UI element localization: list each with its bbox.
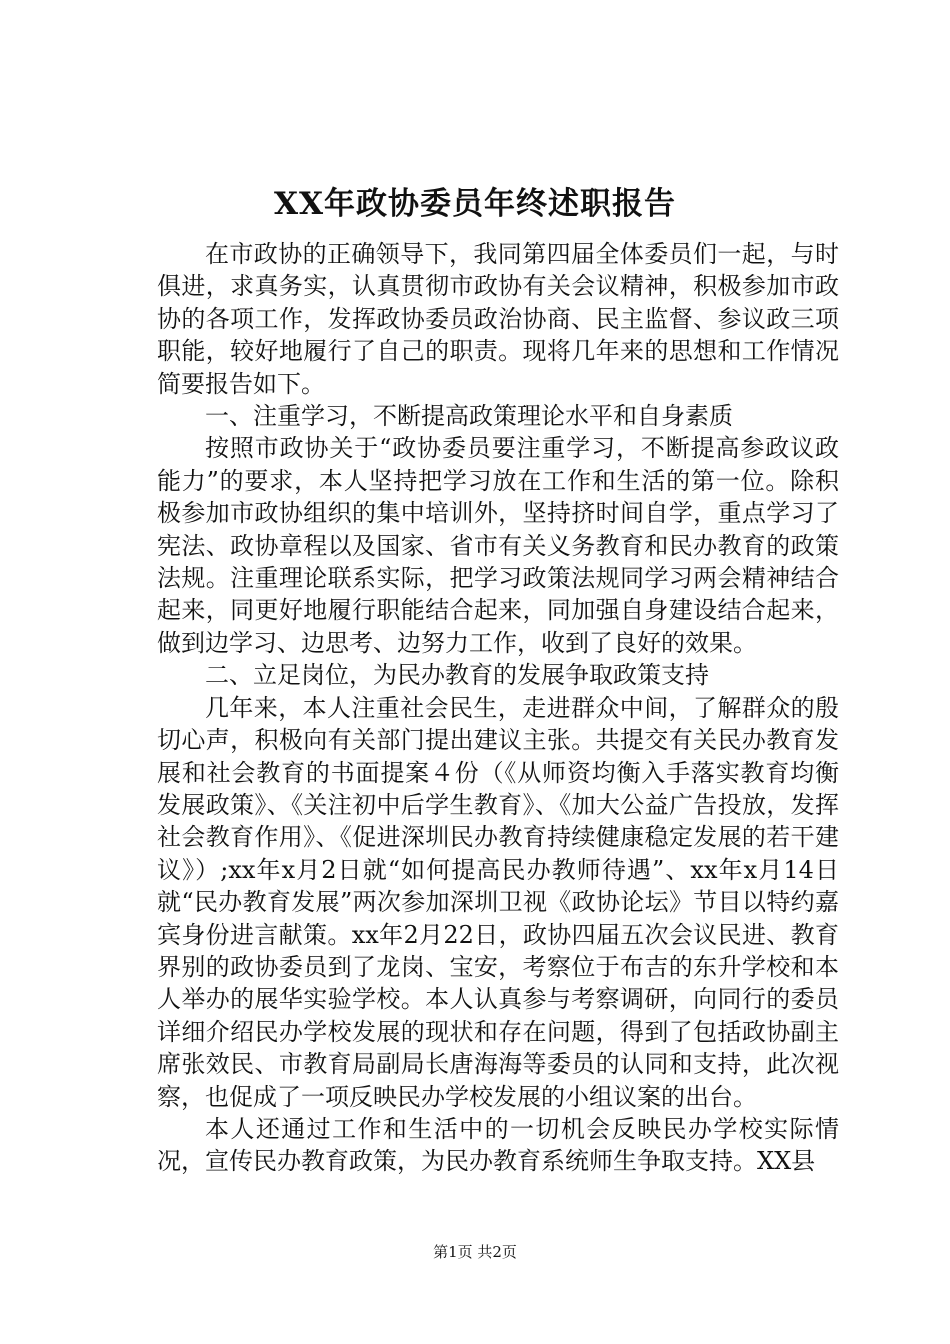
page-footer: 第1页 共2页 bbox=[433, 1243, 517, 1261]
paragraph-intro: 在市政协的正确领导下，我同第四届全体委员们一起，与时俱进，求真务实，认真贯彻市政协有关会议精神，积极参加市政协的各项工作，发挥政协委员政治协商、民主监督、参议政三项职能，较好地履行了自己的职责。现将几年来的思想和工作情况简要报告如下。 bbox=[157, 240, 839, 398]
section-heading-2: 二、立足岗位，为民办教育的发展争取政策支持 bbox=[205, 661, 709, 690]
paragraph-study: 按照市政协关于“政协委员要注重学习，不断提高参政议政能力”的要求，本人坚持把学习放在工作和生活的第一位。除积极参加市政协组织的集中培训外，坚持挤时间自学，重点学习了宪法、政协章程以及国家、省市有关义务教育和民办教育的政策法规。注重理论联系实际，把学习政策法规同学习两会精神结合起来，同更好地履行职能结合起来，同加强自身建设结合起来，做到边学习、边思考、边努力工作，收到了良好的效果。 bbox=[157, 434, 839, 657]
document-title: XX年政协委员年终述职报告 bbox=[273, 186, 677, 222]
section-heading-1: 一、注重学习，不断提高政策理论水平和自身素质 bbox=[205, 402, 733, 431]
document-body bbox=[157, 238, 839, 1178]
paragraph-advocacy: 本人还通过工作和生活中的一切机会反映民办学校实际情况，宣传民办教育政策，为民办教育系统师生争取支持。XX县 bbox=[157, 1114, 839, 1176]
paragraph-proposals: 几年来，本人注重社会民生，走进群众中间，了解群众的殷切心声，积极向有关部门提出建议主张。共提交有关民办教育发展和社会教育的书面提案４份（《从师资均衡入手落实教育均衡发展政策》、《关注初中后学生教育》、《加大公益广告投放，发挥社会教育作用》、《促进深圳民办教育持续健康稳定发展的若干建议》）;xx年x月2日就“如何提高民办教师待遇”、xx年x月14日就“民办教育发展”两次参加深圳卫视《政协论坛》节目以特约嘉宾身份进言献策。xx年2月22日，政协四届五次会议民进、教育界别的政协委员到了龙岗、宝安，考察位于布吉的东升学校和本人举办的展华实验学校。本人认真参与考察调研，向同行的委员详细介绍民办学校发展的现状和存在问题，得到了包括政协副主席张效民、市教育局副局长唐海海等委员的认同和支持，此次视察，也促成了一项反映民办学校发展的小组议案的出台。 bbox=[157, 693, 839, 1111]
